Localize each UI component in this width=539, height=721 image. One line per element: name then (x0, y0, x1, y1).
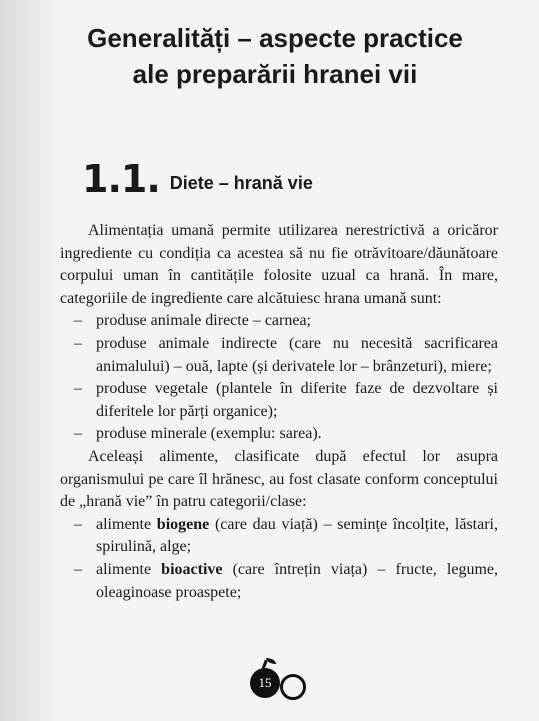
list-item-prefix: alimente (96, 560, 162, 578)
list-item (60, 423, 498, 446)
ingredient-category-list (60, 310, 498, 446)
list-item (60, 378, 498, 423)
dash-bullet: – (74, 515, 82, 533)
list-item-text: produse minerale (exemplu: sarea). (96, 425, 322, 443)
chapter-title-line-2: ale preparării hranei vii (132, 59, 418, 89)
list-item (60, 514, 498, 559)
section-title: Diete – hrană vie (169, 173, 313, 193)
dash-bullet: – (74, 560, 82, 578)
section-number: 1.1. (82, 157, 160, 201)
list-item (60, 333, 498, 378)
list-item (60, 559, 498, 604)
section-heading (82, 157, 313, 201)
list-item-term: biogene (156, 515, 210, 533)
dash-bullet: – (74, 425, 82, 443)
list-item-text: produse animale directe – carnea; (96, 312, 311, 330)
list-item-description: (care întrețin viața) – fructe, legume, oleaginoase proaspete; (96, 560, 498, 601)
living-food-class-list (60, 514, 498, 604)
list-item-description: (care dau viață) – semințe încolțite, lăstari, spirulină, alge; (96, 515, 498, 556)
page-number: 15 (250, 668, 280, 698)
leaf-icon (266, 658, 276, 664)
page-gutter-shadow (0, 0, 60, 721)
chapter-title-line-1: Generalități – aspecte practice (87, 23, 463, 53)
ring-ornament-icon (280, 674, 306, 700)
chapter-title (40, 20, 510, 92)
dash-bullet: – (74, 312, 82, 330)
page-footer (250, 660, 320, 696)
dash-bullet: – (74, 334, 82, 352)
body-text (60, 220, 498, 604)
list-item (60, 310, 498, 333)
paragraph-classification: Aceleași alimente, clasificate după efectul lor asupra organismului pe care îl hrănesc, au fost clasate conform conceptului de „hrană vie” în patru categorii/clase: (60, 447, 498, 511)
list-item-term: bioactive (161, 560, 223, 578)
list-item-prefix: alimente (96, 515, 157, 533)
list-item-text: produse vegetale (plantele în diferite faze de dezvoltare și diferitele lor părți organice); (96, 380, 498, 420)
paragraph-intro: Alimentația umană permite utilizarea nerestrictivă a oricăror ingrediente cu condiția ca acestea să nu fie otrăvitoare/dăunătoare corpului uman în cantitățile folosite uzual ca hrană. În mare, categoriile de ingrediente care alcătuiesc hrana umană sunt: (60, 222, 498, 307)
dash-bullet: – (74, 380, 82, 398)
list-item-text: produse animale indirecte (care nu necesită sacrificarea animalului) – ouă, lapte (și derivatele lor – brânzeturi), miere; (96, 334, 498, 375)
